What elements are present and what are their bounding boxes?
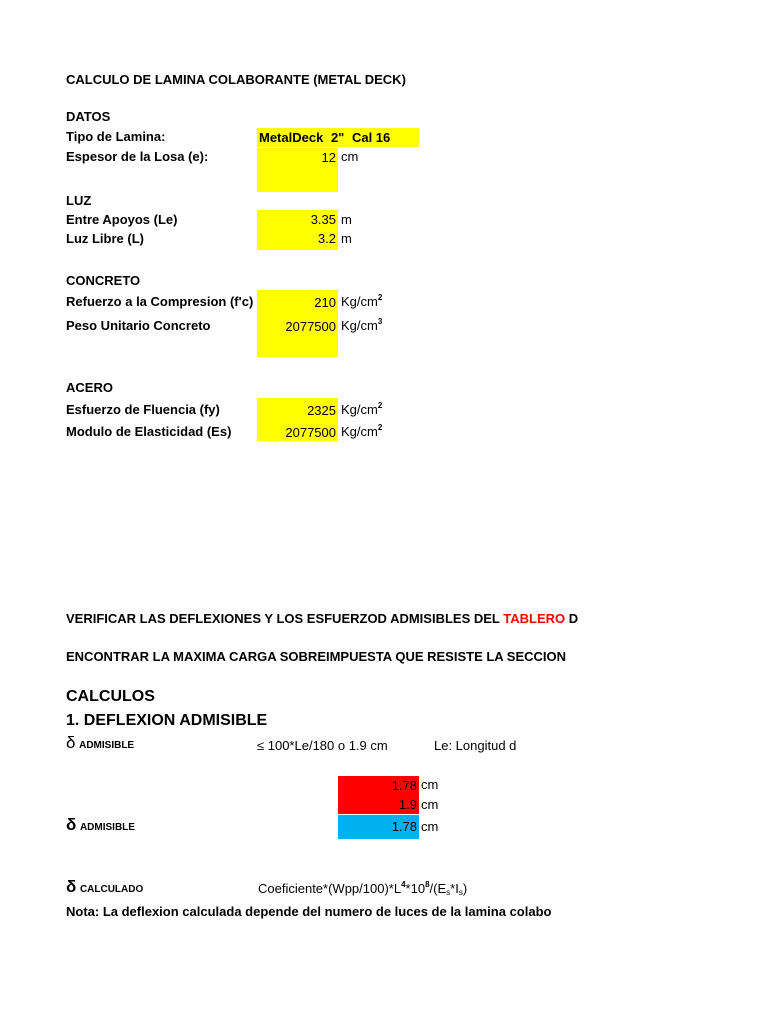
l-label: Luz Libre (L): [66, 231, 144, 246]
deflexion-unit-2: cm: [421, 797, 439, 812]
tipo-lamina-value-b: 2": [330, 130, 345, 145]
fc-value: 210: [314, 295, 336, 310]
peso-unit: $Kg/cm^3$: [341, 317, 383, 333]
es-value: 2077500: [285, 425, 336, 440]
acero-cell[interactable]: [257, 398, 338, 441]
fy-unit: $Kg/cm^2$: [341, 401, 383, 417]
delta-admisible-result-label: δ ADMISIBLE: [66, 815, 135, 834]
fc-label: Refuerzo a la Compresion (f'c): [66, 294, 254, 309]
tipo-lamina-cell[interactable]: [257, 128, 419, 147]
tablero-highlight: TABLERO: [503, 611, 566, 626]
formula-admisible: ≤ 100*Le/180 o 1.9 cm: [257, 738, 388, 753]
encontrar-text: ENCONTRAR LA MAXIMA CARGA SOBREIMPUESTA QUE RESISTE LA SECCION: [66, 649, 567, 664]
le-unit: m: [341, 212, 352, 227]
tipo-lamina-value-a: MetalDeck: [259, 130, 324, 145]
espesor-unit: cm: [341, 149, 359, 164]
fc-unit: $Kg/cm^2$: [341, 293, 383, 309]
deflexion-value-1[interactable]: 1.78: [338, 776, 419, 795]
le-value: 3.35: [310, 212, 336, 227]
es-label: Modulo de Elasticidad (Es): [66, 424, 232, 439]
formula-calculado: $Coeficiente*(Wpp/100)*L^4*10^8/(E_s*I_s)$: [258, 880, 468, 897]
le-note: Le: Longitud d: [434, 738, 517, 753]
deflexion-admisible-result[interactable]: 1.78: [338, 815, 419, 839]
l-value: 3.2: [317, 231, 336, 246]
datos-heading: DATOS: [66, 109, 111, 124]
le-cell[interactable]: [257, 210, 338, 250]
tipo-lamina-label: Tipo de Lamina:: [66, 129, 166, 144]
luz-heading: LUZ: [66, 193, 92, 208]
concreto-cell[interactable]: [257, 290, 338, 357]
sheet-title: CALCULO DE LAMINA COLABORANTE (METAL DECK): [66, 72, 406, 87]
le-label: Entre Apoyos (Le): [66, 212, 178, 227]
delta-admisible-label: δ ADMISIBLE: [66, 733, 135, 752]
fy-value: 2325: [307, 403, 336, 418]
l-unit: m: [341, 231, 352, 246]
deflexion-value-2[interactable]: 1.9: [338, 795, 419, 814]
verificar-text: VERIFICAR LAS DEFLEXIONES Y LOS ESFUERZOD ADMISIBLES DEL TABLERO D: [66, 611, 579, 626]
concreto-heading: CONCRETO: [66, 273, 141, 288]
es-unit: $Kg/cm^2$: [341, 423, 383, 439]
nota-text: Nota: La deflexion calculada depende del numero de luces de la lamina colabo: [66, 904, 552, 919]
acero-heading: ACERO: [66, 380, 113, 395]
calculos-heading: CALCULOS: [66, 688, 155, 705]
espesor-value: 12: [321, 150, 336, 165]
espesor-cell[interactable]: [257, 148, 338, 192]
peso-label: Peso Unitario Concreto: [66, 318, 211, 333]
deflexion-admisible-heading: 1. DEFLEXION ADMISIBLE: [66, 712, 268, 729]
tipo-lamina-value-c: Cal 16: [351, 130, 391, 145]
deflexion-unit-3: cm: [421, 819, 439, 834]
peso-value: 2077500: [285, 319, 336, 334]
espesor-label: Espesor de la Losa (e):: [66, 149, 209, 164]
fy-label: Esfuerzo de Fluencia (fy): [66, 402, 220, 417]
delta-calculado-label: δ CALCULADO: [66, 877, 144, 896]
deflexion-unit-1: cm: [421, 777, 439, 792]
